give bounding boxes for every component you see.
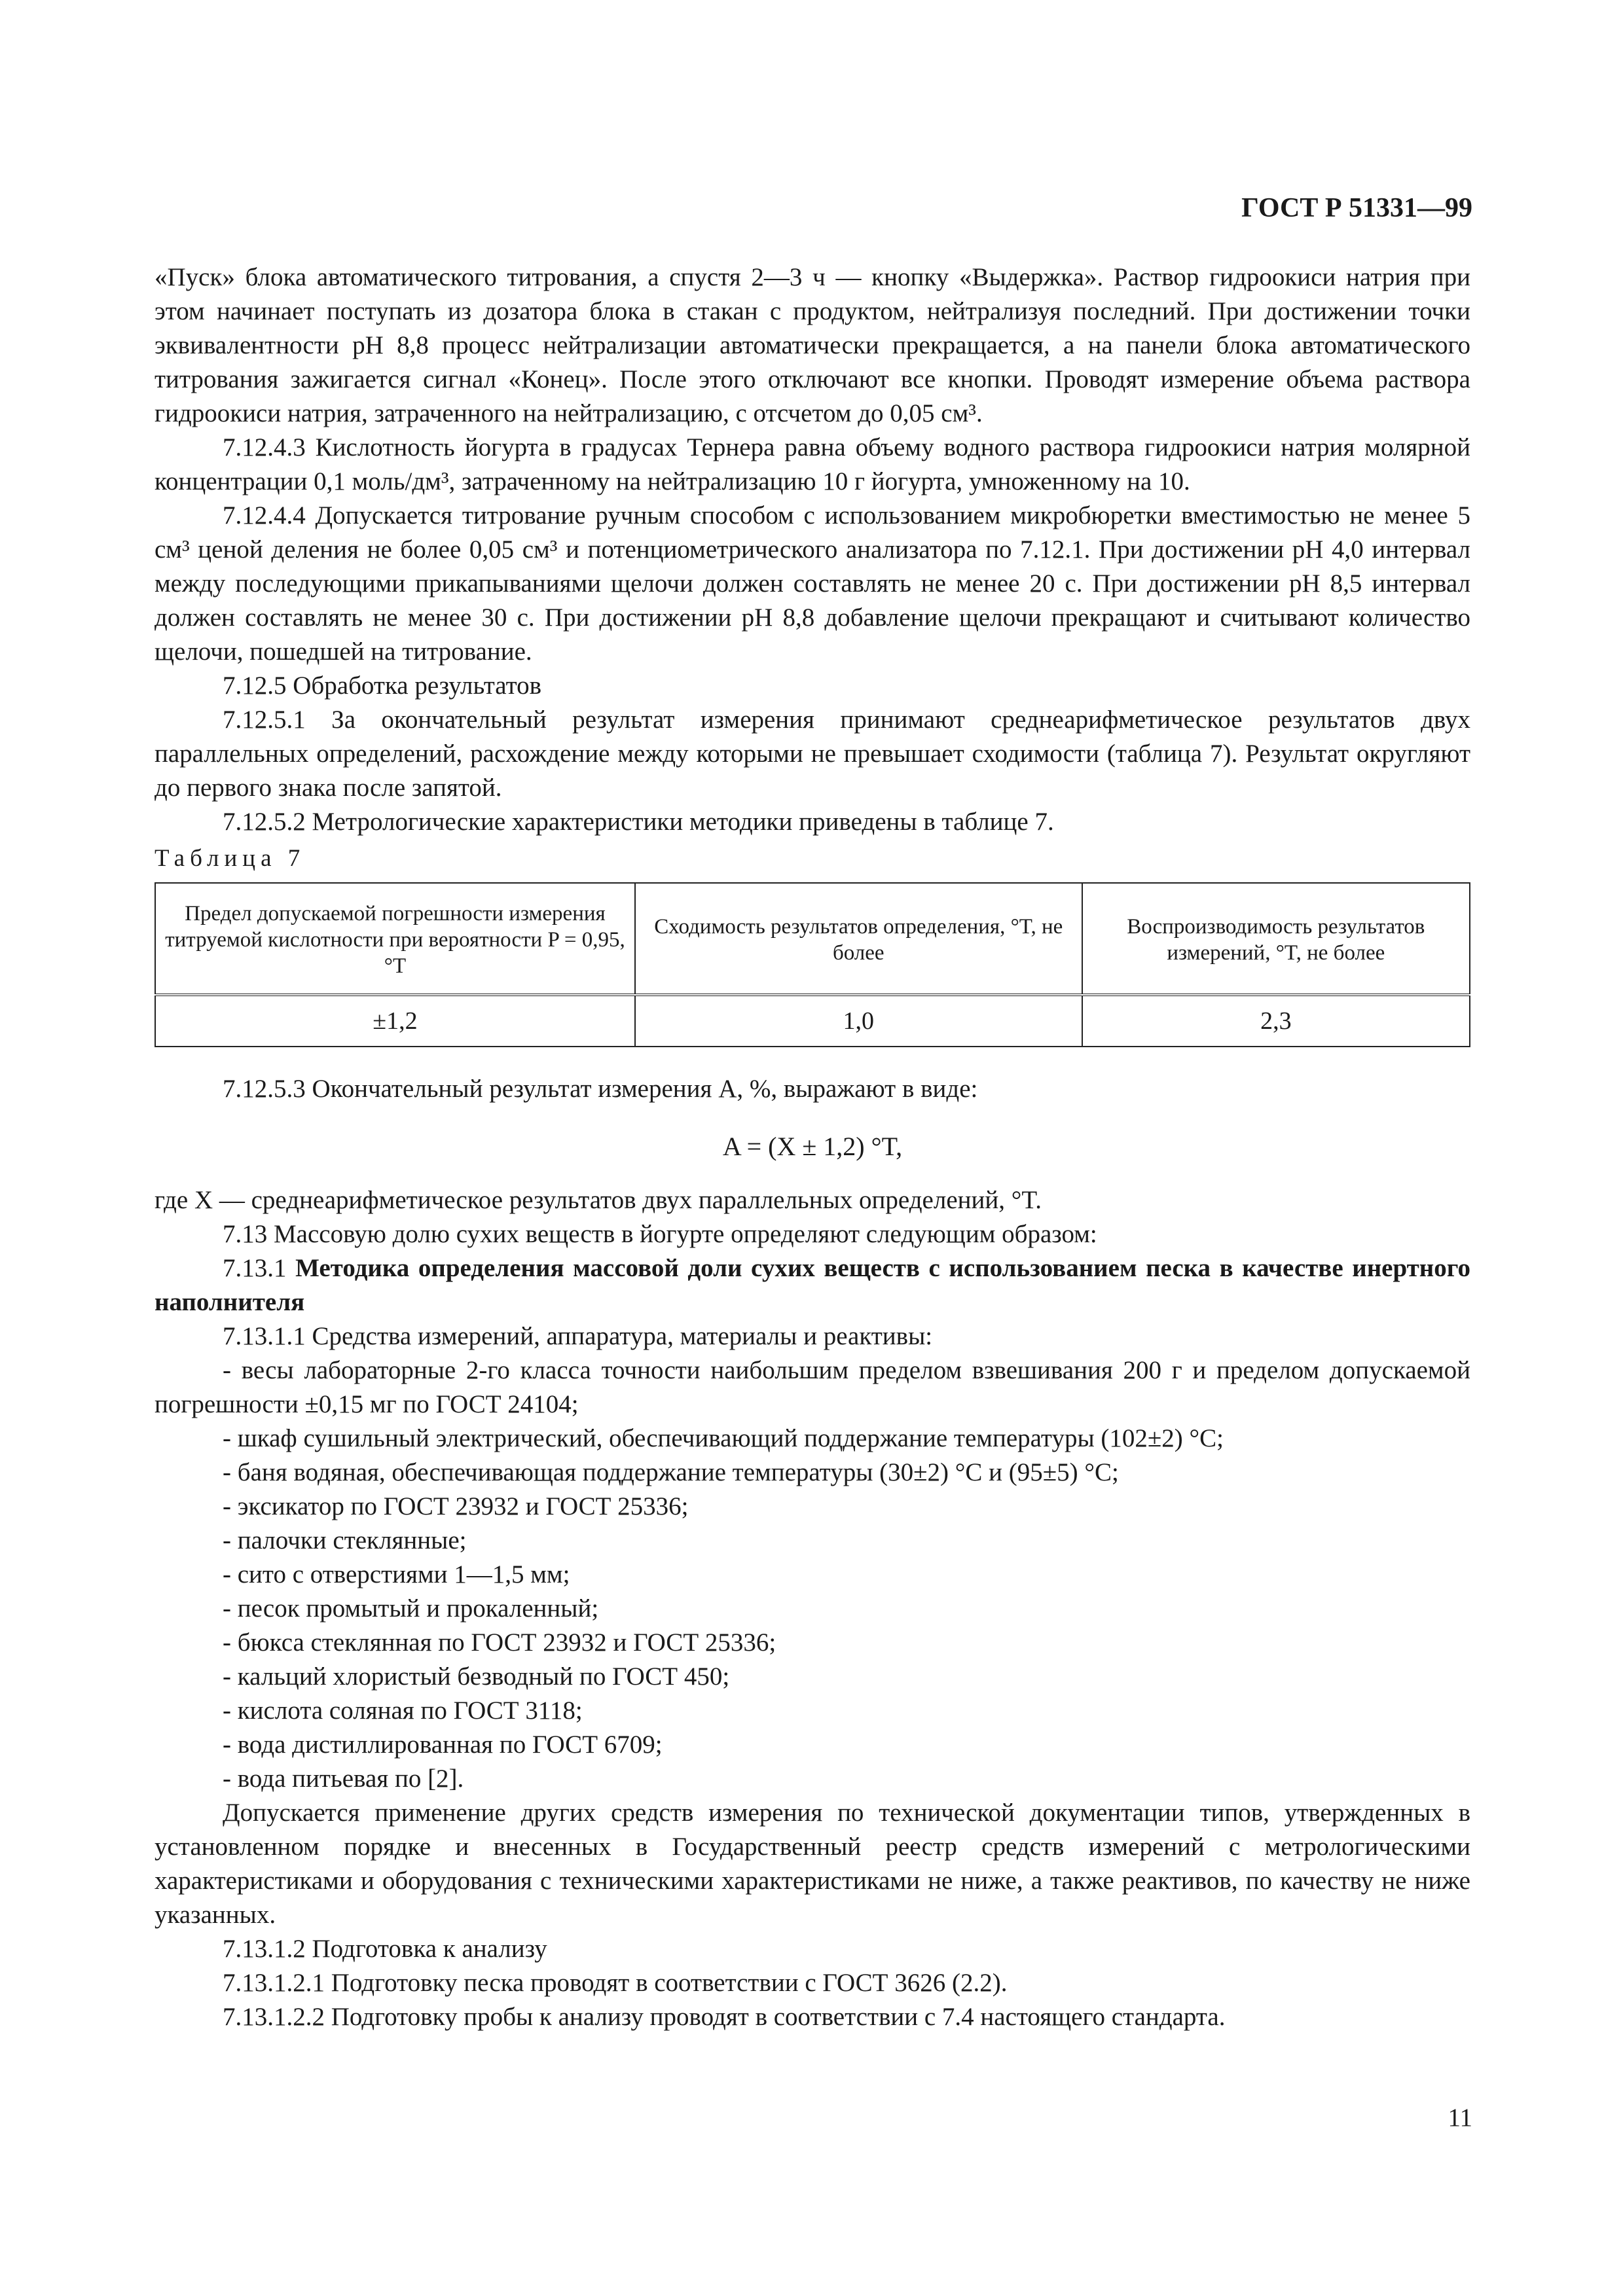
paragraph: 7.13.1.2.1 Подготовку песка проводят в соответствии с ГОСТ 3626 (2.2). <box>223 1969 1008 1997</box>
list-item: - бюкса стеклянная по ГОСТ 23932 и ГОСТ 25336; <box>223 1628 776 1657</box>
list-item: - вода дистиллированная по ГОСТ 6709; <box>223 1731 663 1759</box>
section-heading <box>155 1251 1470 1319</box>
list-item: - баня водяная, обеспечивающая поддержание температуры (30±2) °С и (95±5) °С; <box>223 1458 1119 1486</box>
table-caption: Таблица 7 <box>155 845 306 872</box>
section-number: 7.13.1 <box>223 1254 287 1282</box>
list-item: - шкаф сушильный электрический, обеспечивающий поддержание температуры (102±2) °С; <box>223 1424 1224 1452</box>
list-item: - сито с отверстиями 1—1,5 мм; <box>223 1560 570 1588</box>
table-cell: 2,3 <box>1082 995 1470 1047</box>
paragraph: 7.12.5.1 За окончательный результат измерения принимают среднеарифметическое результатов двух параллельных определений, расхождение между которыми не превышает сходимости (таблица 7). Результат округляют до первого знака после запятой. <box>155 706 1470 802</box>
table-header-cell: Воспроизводимость результатов измерений, °T, не более <box>1082 883 1470 995</box>
paragraph: 7.12.5.3 Окончательный результат измерения A, %, выражают в виде: <box>223 1075 978 1103</box>
list-item: - песок промытый и прокаленный; <box>223 1594 599 1623</box>
paragraph: 7.13.1.1 Средства измерений, аппаратура, материалы и реактивы: <box>223 1322 933 1350</box>
paragraph: 7.12.4.3 Кислотность йогурта в градусах Тернера равна объему водного раствора гидроокиси натрия молярной концентрации 0,1 моль/дм³, затраченному на нейтрализацию 10 г йогурта, умноженному на 10. <box>155 433 1470 495</box>
paragraph: 7.13 Массовую долю сухих веществ в йогурте определяют следующим образом: <box>223 1220 1097 1248</box>
paragraph: где X — среднеарифметическое результатов двух параллельных определений, °T. <box>155 1186 1042 1214</box>
paragraph: «Пуск» блока автоматического титрования, а спустя 2—3 ч — кнопку «Выдержка». Раствор гидроокиси натрия при этом начинает поступать из дозатора блока в стакан с продуктом, нейтрализуя последний. При достижении точки эквивалентности pH 8,8 процесс нейтрализации автоматически прекращается, а на панели блока автоматического титрования зажигается сигнал «Конец». После этого отключают все кнопки. Проводят измерение объема раствора гидроокиси натрия, затраченного на нейтрализацию, с отсчетом до 0,05 см³. <box>155 263 1470 427</box>
list-item: - кальций хлористый безводный по ГОСТ 450; <box>223 1662 730 1691</box>
table-header-cell: Предел допускаемой погрешности измерения титруемой кислотности при вероятности P = 0,95, °T <box>155 883 635 995</box>
paragraph: Допускается применение других средств измерения по технической документации типов, утвержденных в установленном порядке и внесенных в Государственный реестр средств измерений с метрологическими характеристиками и оборудования с техническими характеристиками не ниже, а также реактивов, по качеству не ниже указанных. <box>155 1799 1470 1929</box>
table-7 <box>155 882 1470 1047</box>
paragraph: 7.13.1.2.2 Подготовку пробы к анализу проводят в соответствии с 7.4 настоящего стандарта. <box>223 2003 1226 2031</box>
document-body <box>155 260 1470 2034</box>
list-item: - вода питьевая по [2]. <box>223 1765 464 1793</box>
list-item: - эксикатор по ГОСТ 23932 и ГОСТ 25336; <box>223 1492 689 1520</box>
section-heading: 7.12.5 Обработка результатов <box>223 672 542 700</box>
table-cell: 1,0 <box>635 995 1082 1047</box>
section-title: Методика определения массовой доли сухих веществ с использованием песка в качестве инертного наполнителя <box>155 1254 1471 1316</box>
section-heading: 7.13.1.2 Подготовка к анализу <box>223 1935 547 1963</box>
list-item: - весы лабораторные 2-го класса точности наибольшим пределом взвешивания 200 г и пределом допускаемой погрешности ±0,15 мг по ГОСТ 24104; <box>155 1356 1470 1418</box>
table-header-cell: Сходимость результатов определения, °T, не более <box>635 883 1082 995</box>
formula: A = (X ± 1,2) °T, <box>722 1132 903 1161</box>
paragraph: 7.12.5.2 Метрологические характеристики методики приведены в таблице 7. <box>223 808 1054 836</box>
page-number: 11 <box>1448 2104 1472 2132</box>
table-cell: ±1,2 <box>155 995 635 1047</box>
list-item: - палочки стеклянные; <box>223 1526 467 1554</box>
document-code: ГОСТ Р 51331—99 <box>1241 193 1472 223</box>
paragraph: 7.12.4.4 Допускается титрование ручным способом с использованием микробюретки вместимостью не менее 5 см³ ценой деления не более 0,05 см³ и потенциометрического анализатора по 7.12.1. При достижении pH 4,0 интервал между последующими прикапываниями щелочи должен составлять не менее 20 с. При достижении pH 8,5 интервал должен составлять не менее 30 с. При достижении pH 8,8 добавление щелочи прекращают и считывают количество щелочи, пошедшей на титрование. <box>155 501 1470 666</box>
list-item: - кислота соляная по ГОСТ 3118; <box>223 1696 583 1725</box>
